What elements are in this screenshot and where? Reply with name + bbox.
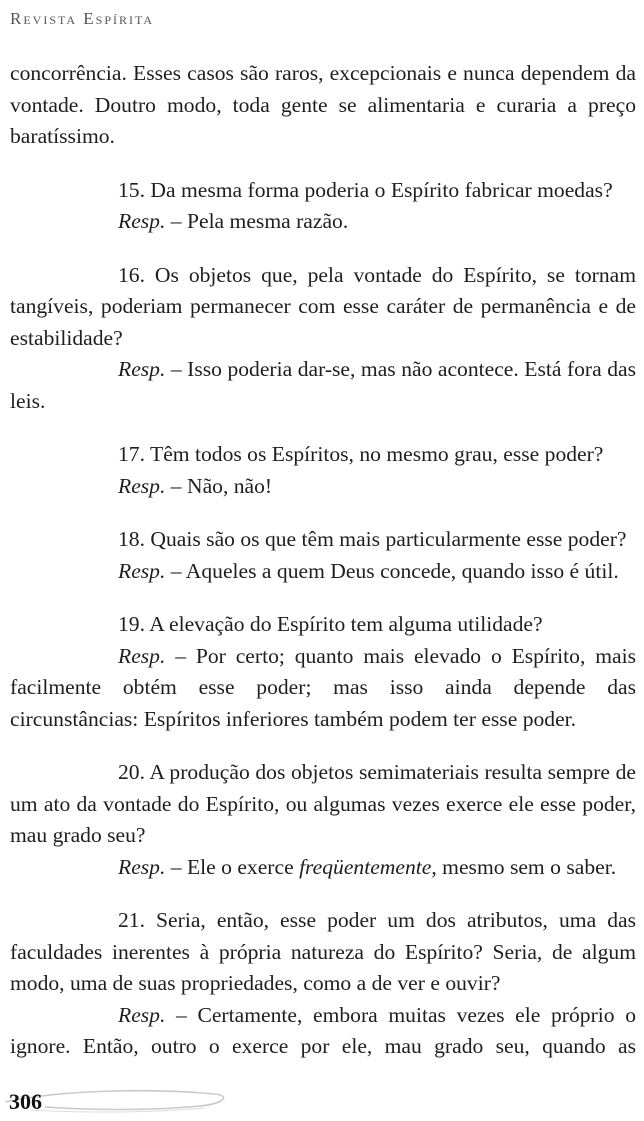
question-19: 19. A elevação do Espírito tem alguma utilidade?: [118, 612, 543, 636]
answer-18: [10, 556, 636, 588]
answer-17: [10, 471, 636, 503]
resp-label: Resp.: [118, 357, 166, 381]
answer-text: – Por certo; quanto mais elevado o Espírito, mais facilmente obtém esse poder; mas isso ainda depende das circunstâncias: Espíritos inferiores também podem ter esse poder.: [10, 643, 636, 731]
answer-16: [10, 354, 636, 417]
resp-label: Resp.: [118, 473, 166, 498]
body-text: [10, 58, 636, 1063]
resp-label: Resp.: [118, 854, 166, 879]
resp-label: Resp.: [118, 643, 166, 668]
answer-20: [10, 852, 636, 884]
answer-19: [10, 641, 636, 736]
page-number: 306: [9, 1089, 42, 1114]
answer-text: – Aqueles a quem Deus concede, quando isso é útil.: [165, 558, 619, 583]
answer-text: – Não, não!: [165, 473, 273, 498]
answer-text: – Pela mesma razão.: [165, 209, 349, 233]
answer-text-before: – Ele o exerce: [165, 854, 300, 879]
question-15: 15. Da mesma forma poderia o Espírito fabricar moedas?: [118, 177, 613, 202]
question-21: 21. Seria, então, esse poder um dos atributos, uma das faculdades inerentes à própria natureza do Espírito? Seria, de algum modo, uma de suas propriedades, como a de ver e ouvir?: [10, 908, 636, 995]
answer-15: [10, 206, 636, 238]
answer-text-after: , mesmo sem o saber.: [431, 854, 617, 879]
answer-emphasis: freqüentemente: [299, 854, 432, 879]
resp-label: Resp.: [118, 1002, 166, 1027]
question-16: 16. Os objetos que, pela vontade do Espírito, se tornam tangíveis, poderiam permanecer com esse caráter de permanência e de estabilidade?: [10, 262, 636, 350]
question-18: 18. Quais são os que têm mais particularmente esse poder?: [118, 527, 627, 551]
resp-label: Resp.: [118, 209, 166, 233]
answer-text: – Isso poderia dar-se, mas não acontece. Está fora das leis.: [10, 357, 636, 413]
answer-21: [10, 1000, 636, 1063]
question-17: 17. Têm todos os Espíritos, no mesmo grau, esse poder?: [118, 442, 604, 466]
resp-label: Resp.: [118, 558, 166, 583]
paragraph-continuation: concorrência. Esses casos são raros, excepcionais e nunca dependem da vontade. Doutro modo, toda gente se alimentaria e curaria a preço baratíssimo.: [10, 61, 636, 148]
answer-text: – Certamente, embora muitas vezes ele próprio o ignore. Então, outro o exerce por ele, mau grado seu, quando as: [10, 1002, 636, 1058]
question-20: 20. A produção dos objetos semimateriais resulta sempre de um ato da vontade do Espírito, ou algumas vezes exerce ele esse poder, mau grado seu?: [10, 760, 636, 847]
running-title: Revista Espírita: [10, 9, 155, 28]
